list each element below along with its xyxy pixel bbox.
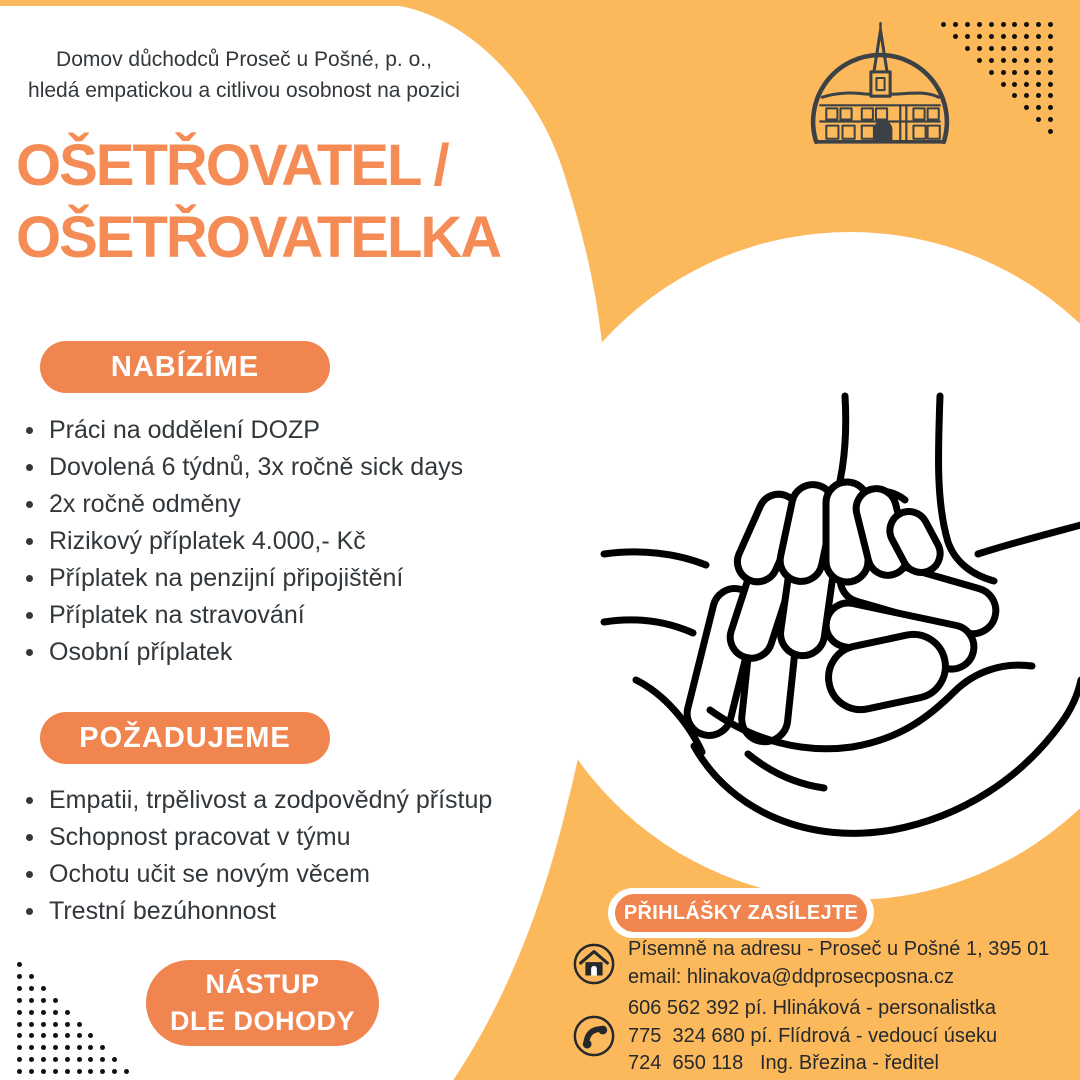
dot [65,1057,70,1062]
section-label-requirements [40,712,330,764]
dot [1048,82,1053,87]
dot [17,974,22,979]
dot [100,1057,105,1062]
dot [1024,46,1029,51]
dot [1036,34,1041,39]
dot [1048,46,1053,51]
dot [17,1010,22,1015]
dot [77,1033,82,1038]
dot [29,1045,34,1050]
dot [17,1069,22,1074]
dot [77,1057,82,1062]
offer-item: 2x ročně odměny [22,491,567,518]
dot [1036,58,1041,63]
dot [965,34,970,39]
dot [1036,46,1041,51]
dot [53,1057,58,1062]
dot [17,1022,22,1027]
dots-pattern-top-right [941,22,1059,140]
dot [124,1069,129,1074]
intro-line-1: Domov důchodců Proseč u Pošné, p. o., [56,48,432,71]
contact-phone-line: 606 562 392 pí. Hlináková - personalistka [628,997,997,1019]
dot [1024,22,1029,27]
dot [1048,93,1053,98]
dot [53,1069,58,1074]
dot [1048,22,1053,27]
dot [1036,22,1041,27]
dot [953,34,958,39]
applications-label: PŘIHLÁŠKY ZASÍLEJTE [623,901,859,924]
dot [41,1010,46,1015]
dot [88,1069,93,1074]
dot [41,1069,46,1074]
dot [17,962,22,967]
dot [1012,93,1017,98]
dot [1024,70,1029,75]
dot [1001,22,1006,27]
dot [77,1045,82,1050]
dot [1036,70,1041,75]
dot [941,22,946,27]
dot [17,1057,22,1062]
dot [1001,58,1006,63]
dot [88,1045,93,1050]
dot [989,22,994,27]
contact-phone-lines [628,995,997,1078]
dot [41,1022,46,1027]
dot [1024,105,1029,110]
dot [989,58,994,63]
contact-address-row [572,936,1077,991]
dot [1036,82,1041,87]
dot [1012,34,1017,39]
intro-text [0,44,488,106]
dot [1012,82,1017,87]
dot [29,1057,34,1062]
dot [53,1010,58,1015]
start-line-1: NÁSTUP [205,969,320,999]
dot [1036,117,1041,122]
dot [29,1069,34,1074]
dot [989,46,994,51]
dot [29,1022,34,1027]
dot [112,1069,117,1074]
dot [1024,82,1029,87]
dot [1036,93,1041,98]
dot [989,70,994,75]
dot [17,1033,22,1038]
dot [41,1057,46,1062]
applications-badge [608,888,874,938]
requirements-label: POŽADUJEME [79,721,291,754]
dot [1012,46,1017,51]
dot [29,974,34,979]
dot [65,1033,70,1038]
title-line-1: OŠETŘOVATEL / [16,133,448,198]
dots-pattern-bottom-left [17,962,135,1080]
dot [65,1045,70,1050]
dot [1036,105,1041,110]
dot [1048,129,1053,134]
dot [29,986,34,991]
dot [77,1069,82,1074]
applications-badge-inner [615,894,867,932]
dot [65,1022,70,1027]
dot [965,46,970,51]
offer-label: NABÍZÍME [110,350,260,383]
dot [1048,70,1053,75]
dot [1012,70,1017,75]
dot [53,1033,58,1038]
home-icon [572,942,616,986]
dot [1048,117,1053,122]
offer-item: Dovolená 6 týdnů, 3x ročně sick days [22,454,567,481]
dot [53,1045,58,1050]
requirement-item: Schopnost pracovat v týmu [22,824,567,851]
dot [29,998,34,1003]
contact-phone-line: 775 324 680 pí. Flídrová - vedoucí úseku [628,1024,998,1047]
dot [29,1010,34,1015]
dot [965,22,970,27]
dot [989,34,994,39]
dot [53,998,58,1003]
dot [29,1033,34,1038]
dot [53,1022,58,1027]
dot [41,1045,46,1050]
offer-item: Rizikový příplatek 4.000,- Kč [22,528,567,555]
dot [88,1033,93,1038]
stacked-hands-illustration [600,392,1080,867]
dot [1012,22,1017,27]
contact-address-line: Písemně na adresu - Proseč u Pošné 1, 395 01 [628,938,1050,960]
dot [41,1033,46,1038]
dot [1024,93,1029,98]
dot [17,998,22,1003]
dot [17,986,22,991]
dot [88,1057,93,1062]
dot [953,22,958,27]
requirement-item: Ochotu učit se novým věcem [22,861,567,888]
dot [112,1057,117,1062]
contact-phone-line: 724 650 118 Ing. Březina - ředitel [628,1052,939,1074]
contact-block [572,936,1077,1080]
building-arch-logo-icon [804,14,956,148]
contact-address-lines [628,936,1049,991]
dot [65,1010,70,1015]
offer-item: Osobní příplatek [22,639,567,666]
requirements-list [22,787,567,935]
requirement-item: Empatii, trpělivost a zodpovědný přístup [22,787,567,814]
contact-phone-row [572,995,1077,1078]
dot [1024,34,1029,39]
dot [1001,34,1006,39]
offer-item: Práci na oddělení DOZP [22,417,567,444]
page-title [16,130,656,274]
offer-list [22,417,567,676]
intro-line-2: hledá empatickou a citlivou osobnost na pozici [28,79,460,102]
dot [1048,105,1053,110]
dot [1024,58,1029,63]
dot [977,46,982,51]
dot [1048,58,1053,63]
requirement-item: Trestní bezúhonnost [22,898,567,925]
start-line-2: DLE DOHODY [169,1006,355,1036]
dot [77,1022,82,1027]
dot [1012,58,1017,63]
dot [977,34,982,39]
dot [1001,70,1006,75]
dot [977,58,982,63]
dot [100,1069,105,1074]
dot [41,998,46,1003]
dot [100,1045,105,1050]
contact-address-line: email: hlinakova@ddprosecposna.cz [628,965,955,988]
start-date-badge [146,960,379,1046]
dot [1001,82,1006,87]
dot [977,22,982,27]
dot [65,1069,70,1074]
section-label-offer [40,341,330,393]
offer-item: Příplatek na stravování [22,602,567,629]
title-line-2: OŠETŘOVATELKA [16,205,501,270]
offer-item: Příplatek na penzijní připojištění [22,565,567,592]
dot [41,986,46,991]
dot [1048,34,1053,39]
dot [17,1045,22,1050]
dot [1001,46,1006,51]
phone-icon [572,1014,616,1058]
